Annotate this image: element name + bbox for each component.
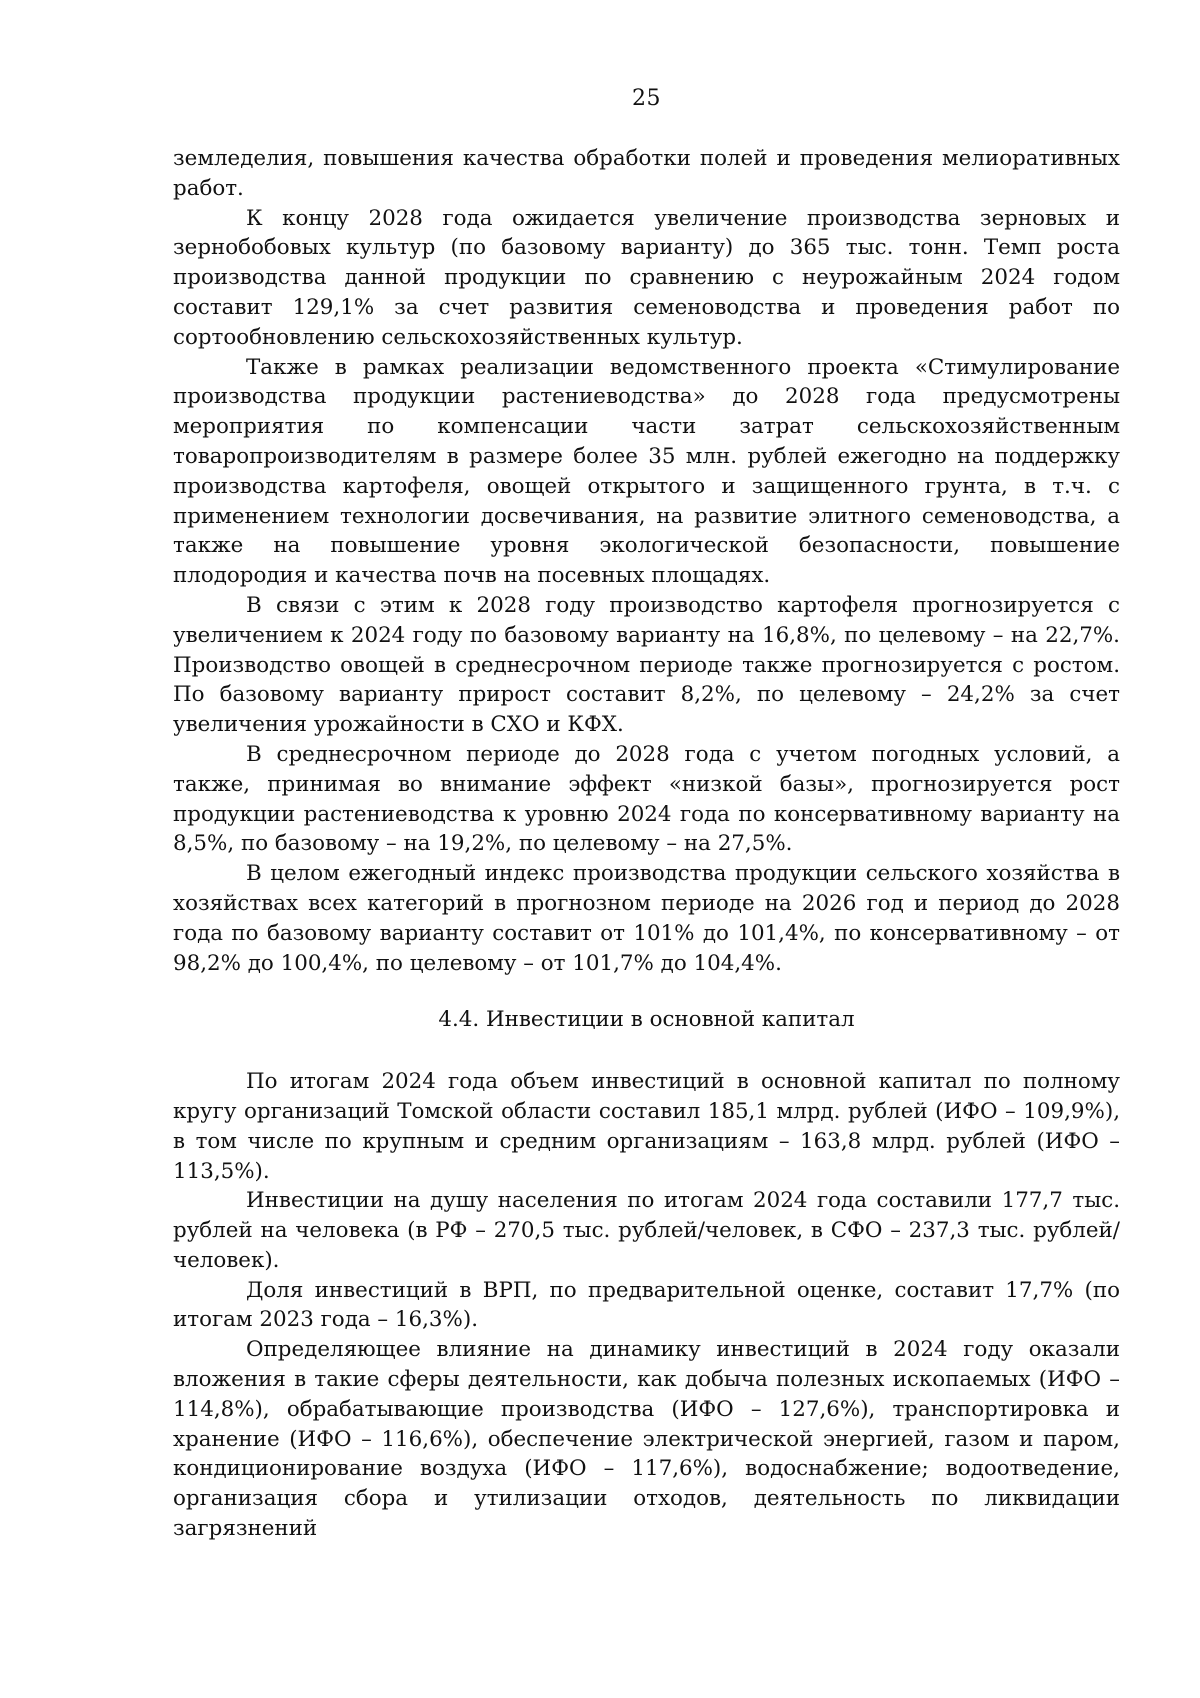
paragraph: Определяющее влияние на динамику инвестиций в 2024 году оказали вложения в такие сферы деятельности, как добыча полезных ископаемых (ИФО – 114,8%), обрабатывающие производства (ИФО – 127,6%), транспортировка и хранение (ИФО – 116,6%), обеспечение электрической энергией, газом и паром, кондиционирование воздуха (ИФО – 117,6%), водоснабжение; водоотведение, организация сбора и утилизации отходов, деятельность по ликвидации загрязнений (173, 1337, 1120, 1542)
paragraph: В среднесрочном периоде до 2028 года с учетом погодных условий, а также, принимая во внимание эффект «низкой базы», прогнозируется рост продукции растениеводства к уровню 2024 года по консервативному варианту на 8,5%, по базовому – на 19,2%, по целевому – на 27,5%. (173, 741, 1120, 857)
paragraph: В связи с этим к 2028 году производство картофеля прогнозируется с увеличением к 2024 году по базовому варианту на 16,8%, по целевому – на 22,7%. Производство овощей в среднесрочном периоде также прогнозируется с ростом. По базовому варианту прирост составит 8,2%, по целевому – 24,2% за счет увеличения урожайности в СХО и КФХ. (173, 592, 1120, 738)
paragraph: Инвестиции на душу населения по итогам 2024 года составили 177,7 тыс. рублей на человека (в РФ – 270,5 тыс. рублей/человек, в СФО – 237,3 тыс. рублей/человек). (173, 1188, 1120, 1273)
paragraph: Доля инвестиций в ВРП, по предварительной оценке, составит 17,7% (по итогам 2023 года – 16,3%). (173, 1277, 1120, 1333)
paragraph: Также в рамках реализации ведомственного проекта «Стимулирование производства продукции растениеводства» до 2028 года предусмотрены мероприятия по компенсации части затрат сельскохозяйственным товаропроизводителям в размере более 35 млн. рублей ежегодно на поддержку производства картофеля, овощей открытого и защищенного грунта, в т.ч. с применением технологии досвечивания, на развитие элитного семеноводства, а также на повышение уровня экологической безопасности, повышение плодородия и качества почв на посевных площадях. (173, 354, 1120, 589)
paragraph: К концу 2028 года ожидается увеличение производства зерновых и зернобобовых культур (по базовому варианту) до 365 тыс. тонн. Темп роста производства данной продукции по сравнению с неурожайным 2024 годом составит 129,1% за счет развития семеноводства и проведения работ по сортообновлению сельскохозяйственных культур. (173, 205, 1120, 350)
page-number: 25 (632, 86, 661, 111)
paragraph: По итогам 2024 года объем инвестиций в основной капитал по полному кругу организаций Томской области составил 185,1 млрд. рублей (ИФО – 109,9%), в том числе по крупным и средним организациям – 163,8 млрд. рублей (ИФО – 113,5%). (173, 1069, 1120, 1184)
paragraph: земледелия, повышения качества обработки полей и проведения мелиоративных работ. (173, 146, 1120, 201)
document-body (173, 144, 1120, 1544)
paragraph: В целом ежегодный индекс производства продукции сельского хозяйства в хозяйствах всех категорий в прогнозном периоде на 2026 год и период до 2028 года по базовому варианту составит от 101% до 101,4%, по консервативному – от 98,2% до 100,4%, по целевому – от 101,7% до 104,4%. (173, 861, 1120, 976)
section-heading: 4.4. Инвестиции в основной капитал (438, 1007, 855, 1033)
